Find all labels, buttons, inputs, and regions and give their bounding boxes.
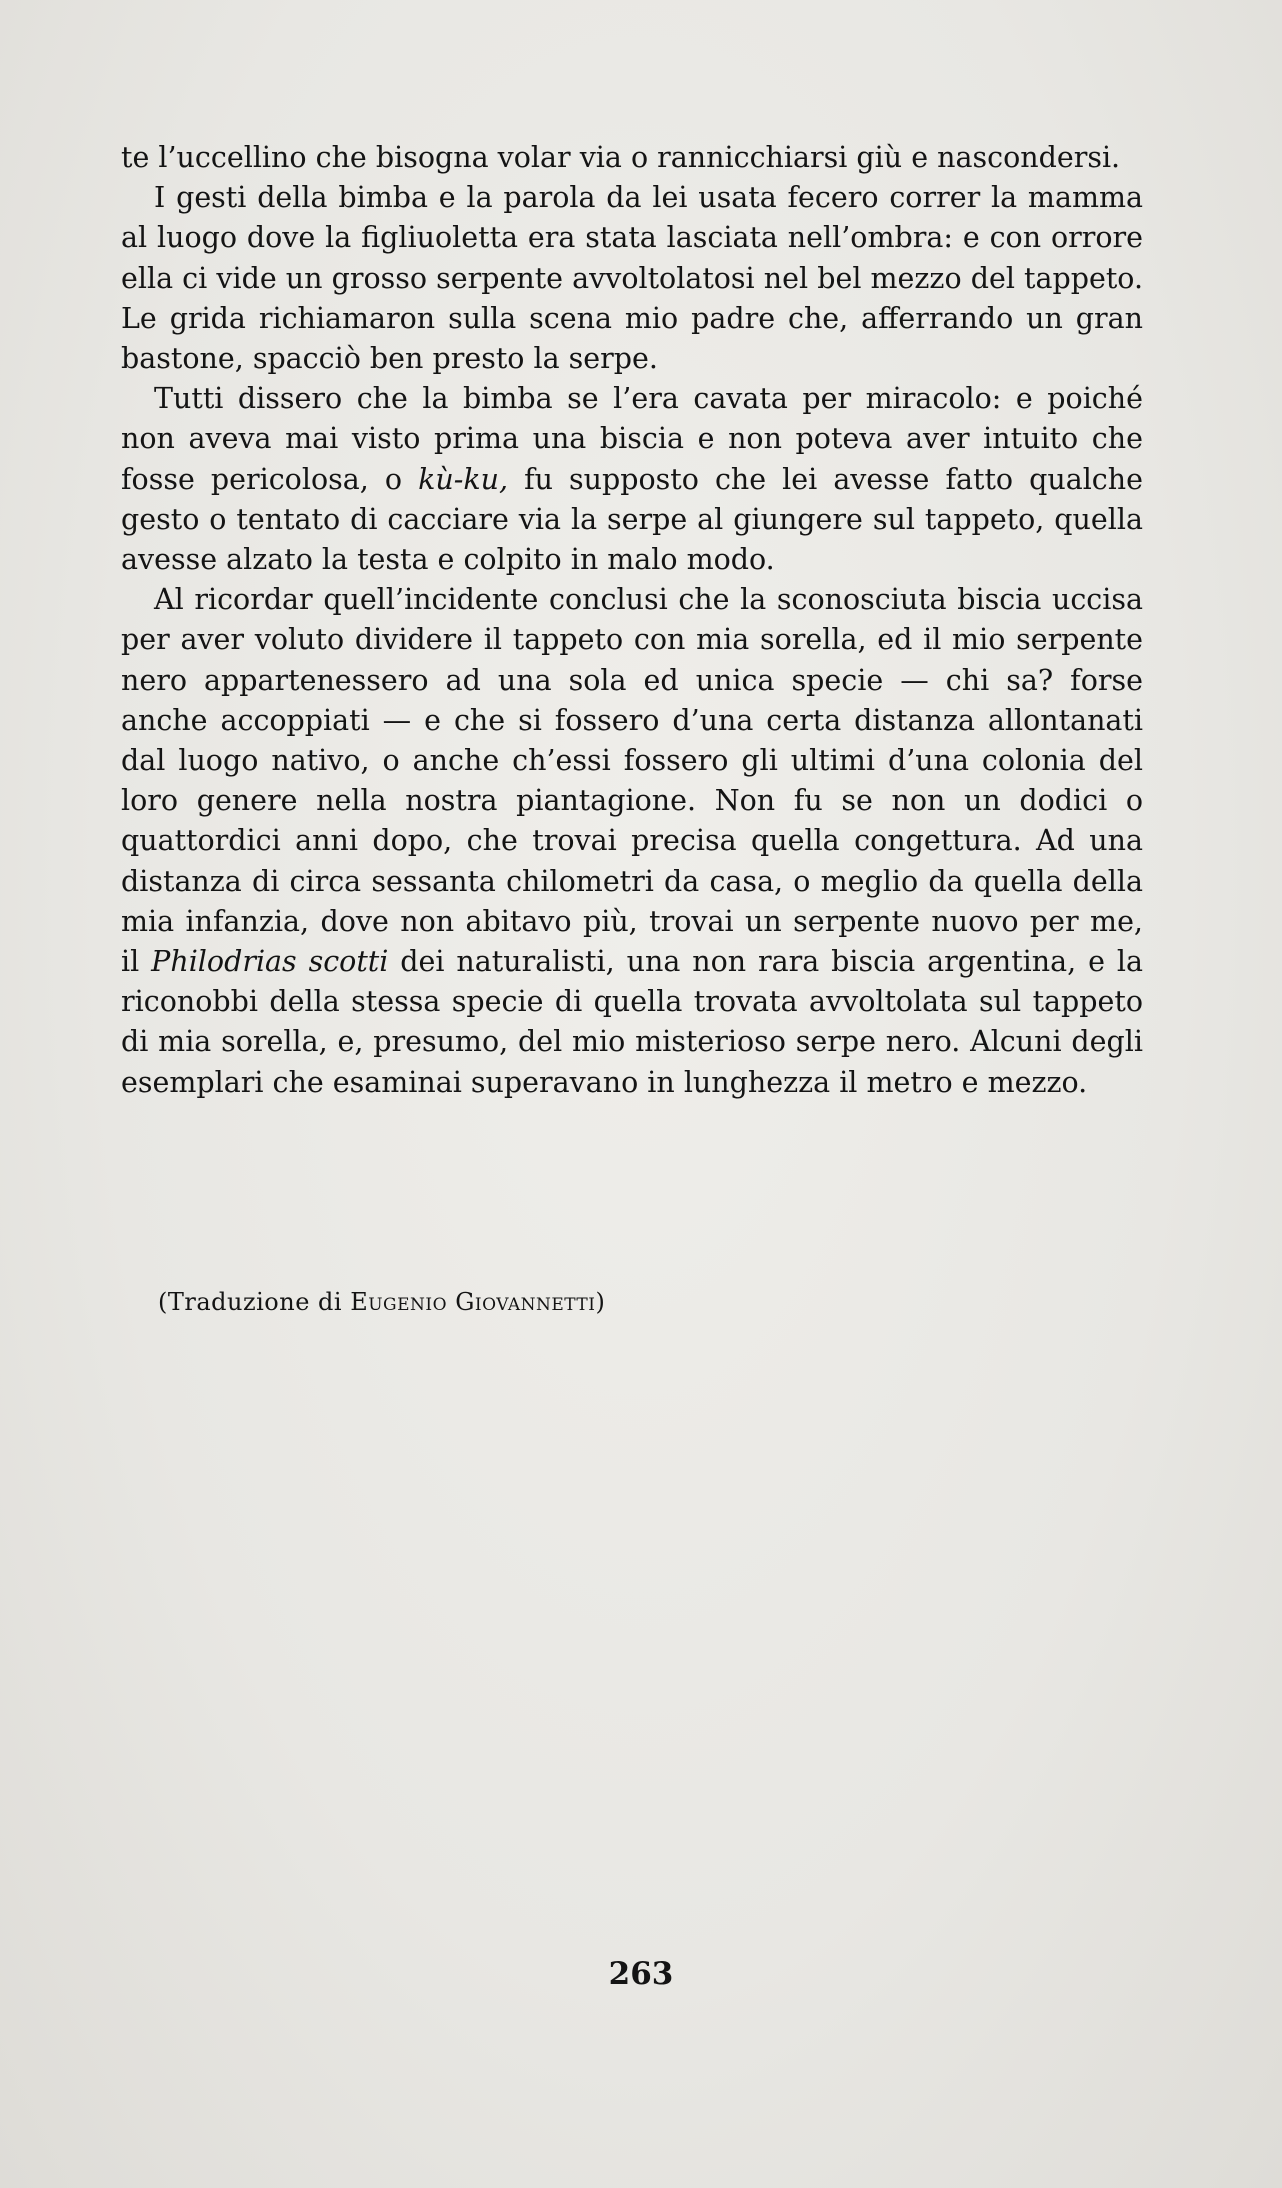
translation-credit <box>158 1288 605 1316</box>
paragraph-tutti <box>121 379 1143 580</box>
credit-suffix: ) <box>595 1288 606 1316</box>
translator-name: Eugenio Giovannetti <box>350 1288 596 1316</box>
italic-term-kuku: kù-ku, <box>418 462 509 496</box>
paragraph-text: dei naturalisti, una non rara biscia argentina, e la riconobbi della stessa specie di quella trovata avvoltolata sul tappeto di mia sorella, e, presumo, del mio misterioso serpe nero. Alcuni degli esemplari che esaminai superavano in lunghezza il metro e mezzo. <box>121 945 1143 1099</box>
page-number: 263 <box>608 1956 674 1992</box>
paragraph-text: fu supposto che lei avesse fatto qualche gesto o tentato di cacciare via la serpe al giungere sul tappeto, quella avesse alzato la testa e colpito in malo modo. <box>121 462 1143 577</box>
paragraph-gesti <box>121 178 1143 379</box>
paragraph-text: Al ricordar quell’incidente conclusi che la sconosciuta biscia uccisa per aver voluto dividere il tappeto con mia sorella, ed il mio serpente nero appartenessero ad una sola ed unica specie — chi sa? forse anche accoppiati — e che si fossero d’una certa distanza allontanati dal luogo nativo, o anche ch’essi fossero gli ultimi d’una colonia del loro genere nella nostra piantagione. Non fu se non un dodici o quattordici anni dopo, che trovai precisa quella congettura. Ad una distanza di circa sessanta chilometri da casa, o meglio da quella della mia infanzia, dove non abitavo più, trovai un serpente nuovo per me, il <box>121 583 1143 979</box>
paragraph-continuation <box>121 138 1143 178</box>
paragraph-text: Tutti dissero che la bimba se l’era cavata per miracolo: e poiché non aveva mai visto prima una biscia e non poteva aver intuito che fosse pericolosa, o <box>121 382 1143 496</box>
paragraph-text: te l’uccellino che bisogna volar via o rannicchiarsi giù e nascondersi. <box>121 141 1121 174</box>
paragraph-text: I gesti della bimba e la parola da lei usata fecero correr la mamma al luogo dove la figliuoletta era stata lasciata nell’ombra: e con orrore ella ci vide un grosso serpente avvoltolatosi nel bel mezzo del tappeto. Le grida richiamaron sulla scena mio padre che, afferrando un gran bastone, spacciò ben presto la serpe. <box>121 181 1143 376</box>
credit-prefix: (Traduzione di <box>158 1288 351 1316</box>
italic-term-species: Philodrias scotti <box>151 945 389 979</box>
body-text <box>121 138 1143 1103</box>
paragraph-ricordar <box>121 580 1143 1103</box>
